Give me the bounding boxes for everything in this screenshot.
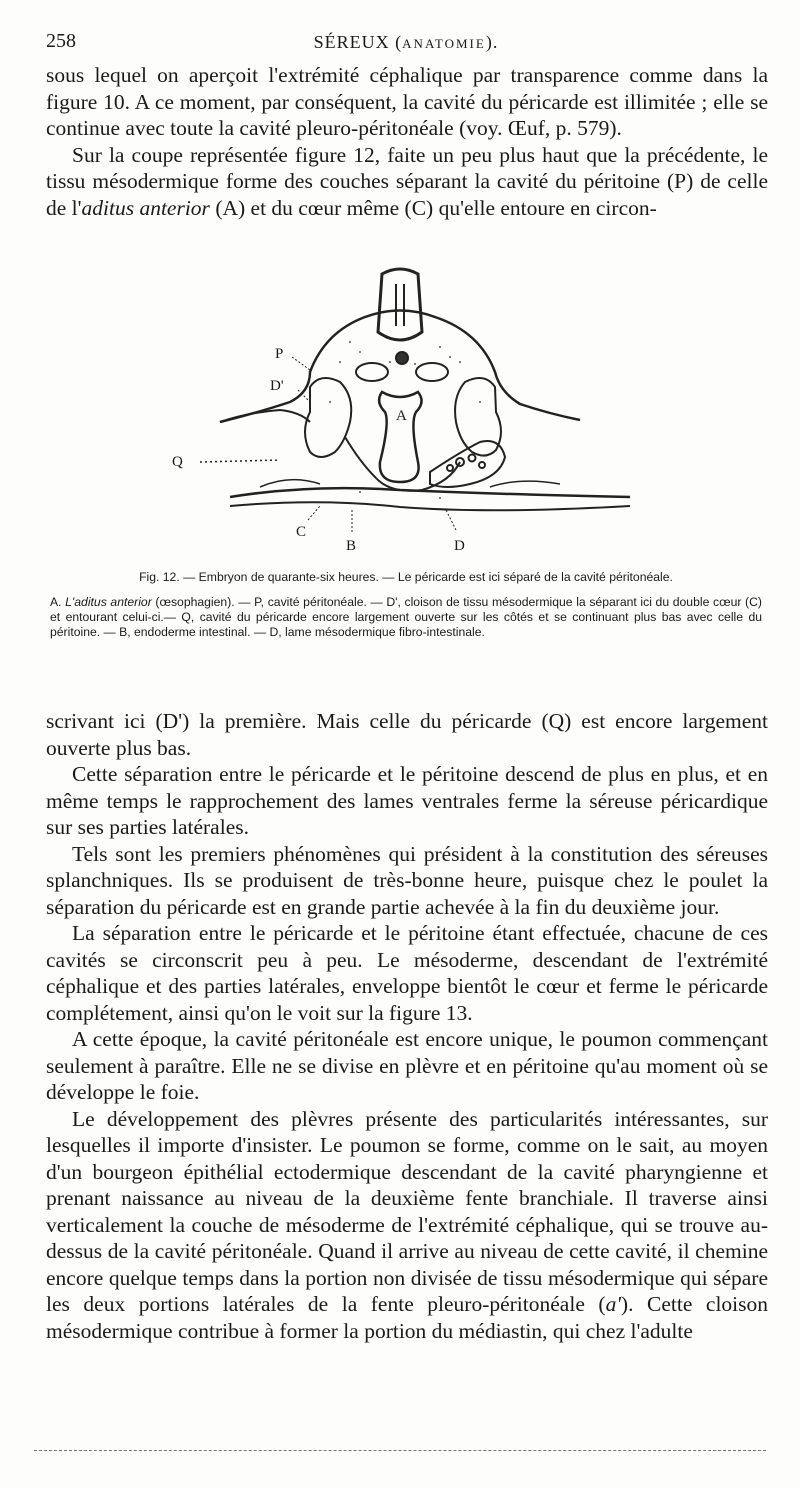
paragraph: A cette époque, la cavité péritonéale est encore unique, le poumon commençant seulement à paraître. Elle ne se divise en plèvre et en péritoine qu'au moment où se développe le foie. [46, 1027, 768, 1104]
running-head-main: SÉREUX ( [313, 32, 403, 52]
caption-run: A. [50, 595, 66, 609]
figure-label-q: Q [172, 454, 183, 470]
running-head-small-caps: ANATOMIE [402, 36, 486, 51]
paragraph [46, 1106, 768, 1345]
figure-caption [50, 570, 762, 640]
figure-label-c: C [296, 524, 307, 540]
figure-label-a: A [396, 408, 407, 424]
figure-label-p: P [275, 346, 284, 362]
paragraph: scrivant ici (D') la première. Mais celle du péricarde (Q) est encore largement ouverte plus bas. [46, 709, 768, 760]
text-run: (A) et du cœur même (C) qu'elle entoure en circon- [209, 195, 657, 220]
text-run: Sur la coupe représentée figure 12, faite un peu plus haut que la précédente, le tissu mésodermique forme des couches séparant la cavité du péritoine (P) de celle de l' [46, 142, 768, 220]
footer-rule [34, 1450, 766, 1451]
caption-title: Fig. 12. — Embryon de quarante-six heures. — Le péricarde est ici séparé de la cavité péritonéale. [139, 570, 673, 584]
paragraph: sous lequel on aperçoit l'extrémité céphalique par transparence comme dans la figure 10. A ce moment, par conséquent, la cavité du péricarde est illimitée ; elle se continue avec toute la cavité pleuro-péritonéale (voy. Œuf, p. 579). [46, 63, 768, 140]
paragraph: Tels sont les premiers phénomènes qui président à la constitution des séreuses splanchniques. Ils se produisent de très-bonne heure, puisque chez le poulet la séparation du péricarde est en grande partie achevée à la fin du deuxième jour. [46, 841, 768, 919]
running-head-close: ). [485, 32, 499, 52]
paragraph: La séparation entre le péricarde et le péritoine étant effectuée, chacune de ces cavités se circonscrit peu à peu. Le mésoderme, descendant de l'extrémité céphalique et des parties latérales, enveloppe bientôt le cœur et ferme le péricarde complétement, ainsi qu'on le voit sur la figure 13. [46, 921, 768, 1025]
caption-run: (œsophagien). — P, cavité péritonéale. — D', cloison de tissu mésodermique la séparant ici du double cœur (C) et entourant celui-ci.— Q, cavité du péricarde encore largement ouverte sur les côtés et se continuant plus bas avec celle du péritoine. — B, endoderme intestinal. — D, lame mésodermique fibro-intestinale. [50, 595, 762, 639]
figure-label-b: B [346, 538, 357, 554]
text-block-top [46, 62, 768, 221]
paragraph [46, 142, 768, 222]
caption-italic-term: L'aditus anterior [65, 595, 152, 609]
figure-label-d: D [454, 538, 465, 554]
italic-term: a' [605, 1292, 621, 1316]
text-run: ). Cette cloison mésodermique contribue à former la portion du médiastin, qui chez l'adulte [46, 1292, 769, 1343]
figure-label-d-prime: D' [270, 378, 284, 394]
text-run: Le développement des plèvres présente des particularités intéressantes, sur lesquelles il importe d'insister. Le poumon se forme, comme on le sait, au moyen d'un bourgeon épithélial ectodermique descendant de la cavité pharyngienne et prenant naissance au niveau de la deuxième fente branchiale. Il traverse ainsi verticalement la couche de mésoderme de l'extrémité céphalique, qui se trouve au-dessus de la cavité péritonéale. Quand il arrive au niveau de cette cavité, il chemine encore quelque temps dans la portion non divisée de tissu mésodermique qui sépare les deux portions latérales de la fente pleuro-péritonéale ( [46, 1106, 768, 1316]
paragraph: Cette séparation entre le péricarde et le péritoine descend de plus en plus, et en même temps le rapprochement des lames ventrales ferme la séreuse péricardique sur ses parties latérales. [46, 762, 768, 839]
running-head [46, 32, 766, 53]
figure-12 [160, 262, 640, 562]
page-header [46, 30, 766, 60]
text-block-bottom [46, 708, 768, 1344]
caption-body [50, 595, 762, 640]
page-number: 258 [46, 30, 76, 52]
italic-term: aditus anterior [81, 195, 210, 220]
